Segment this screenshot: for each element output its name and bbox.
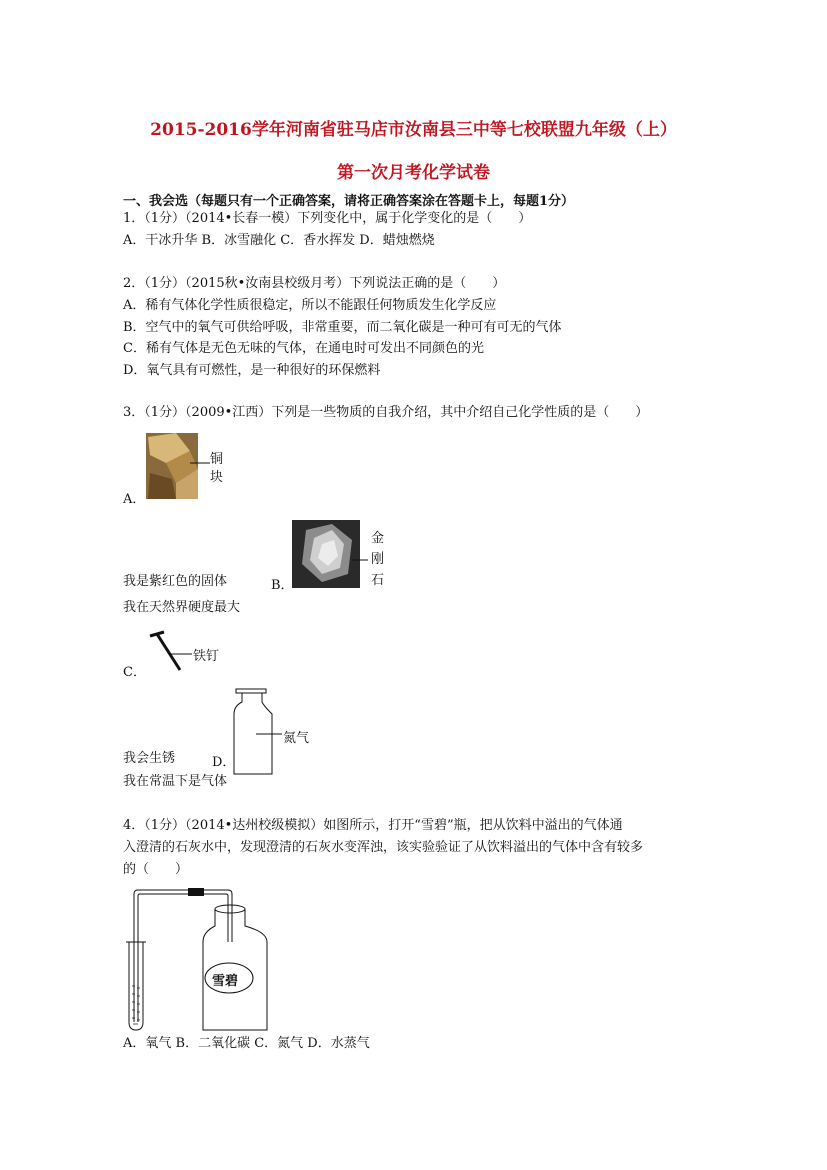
question-3-option-a-text: 我是紫红色的固体 bbox=[123, 574, 228, 589]
question-1-options: A．干冰升华 B．冰雪融化 C．香水挥发 D．蜡烛燃烧 bbox=[123, 233, 435, 248]
question-2-option-b: B．空气中的氧气可供给呼吸，非常重要，而二氧化碳是一种可有可无的气体 bbox=[123, 320, 562, 335]
page-title-line2: 第一次月考化学试卷 bbox=[337, 163, 490, 183]
copper-label-2: 块 bbox=[210, 470, 224, 485]
question-4-options: A．氧气 B．二氧化碳 C．氮气 D．水蒸气 bbox=[123, 1036, 370, 1051]
question-2-option-c: C．稀有气体是无色无味的气体，在通电时可发出不同颜色的光 bbox=[123, 341, 484, 356]
page-title-line1: 2015-2016学年河南省驻马店市汝南县三中等七校联盟九年级（上） bbox=[150, 120, 677, 140]
question-2-option-d: D．氧气具有可燃性，是一种很好的环保燃料 bbox=[123, 363, 381, 378]
iron-nail-label: 铁钉 bbox=[193, 649, 220, 664]
question-2-stem: 2．（1分）（2015秋•汝南县校级月考）下列说法正确的是（ ） bbox=[123, 276, 506, 291]
question-3-stem: 3．（1分）（2009•江西）下列是一些物质的自我介绍，其中介绍自己化学性质的是（ ） bbox=[123, 405, 649, 420]
question-3-option-d-label: D． bbox=[212, 755, 236, 770]
diamond-label-1: 金 bbox=[371, 531, 385, 546]
question-3-option-c-text: 我会生锈 bbox=[123, 751, 176, 766]
question-3-option-d-text: 我在常温下是气体 bbox=[123, 774, 228, 789]
nitrogen-label: 氮气 bbox=[283, 731, 310, 746]
question-2-option-a: A．稀有气体化学性质很稳定，所以不能跟任何物质发生化学反应 bbox=[123, 298, 497, 313]
question-4-stem-line1: 4．（1分）（2014•达州校级模拟）如图所示，打开“雪碧”瓶，把从饮料中溢出的气体通 bbox=[123, 818, 623, 833]
apparatus-diagram bbox=[125, 882, 285, 1032]
diamond-label-2: 刚 bbox=[371, 552, 385, 567]
question-3-option-c-label: C． bbox=[123, 665, 146, 680]
copper-label-1: 铜 bbox=[210, 452, 224, 467]
sprite-bottle-label: 雪碧 bbox=[212, 974, 239, 989]
question-3-option-b-text: 我在天然界硬度最大 bbox=[123, 600, 241, 615]
diamond-label-3: 石 bbox=[371, 573, 385, 588]
question-3-option-a-label: A． bbox=[123, 492, 146, 507]
question-4-stem-line3: 的（ ） bbox=[123, 862, 189, 877]
question-1-stem: 1．（1分）（2014•长春一模）下列变化中，属于化学变化的是（ ） bbox=[123, 211, 532, 226]
question-4-stem-line2: 入澄清的石灰水中，发现澄清的石灰水变浑浊，该实验验证了从饮料溢出的气体中含有较多 bbox=[123, 840, 644, 855]
section-heading: 一、我会选（每题只有一个正确答案，请将正确答案涂在答题卡上，每题1分） bbox=[123, 194, 575, 209]
question-3-option-b-label: B． bbox=[271, 578, 294, 593]
